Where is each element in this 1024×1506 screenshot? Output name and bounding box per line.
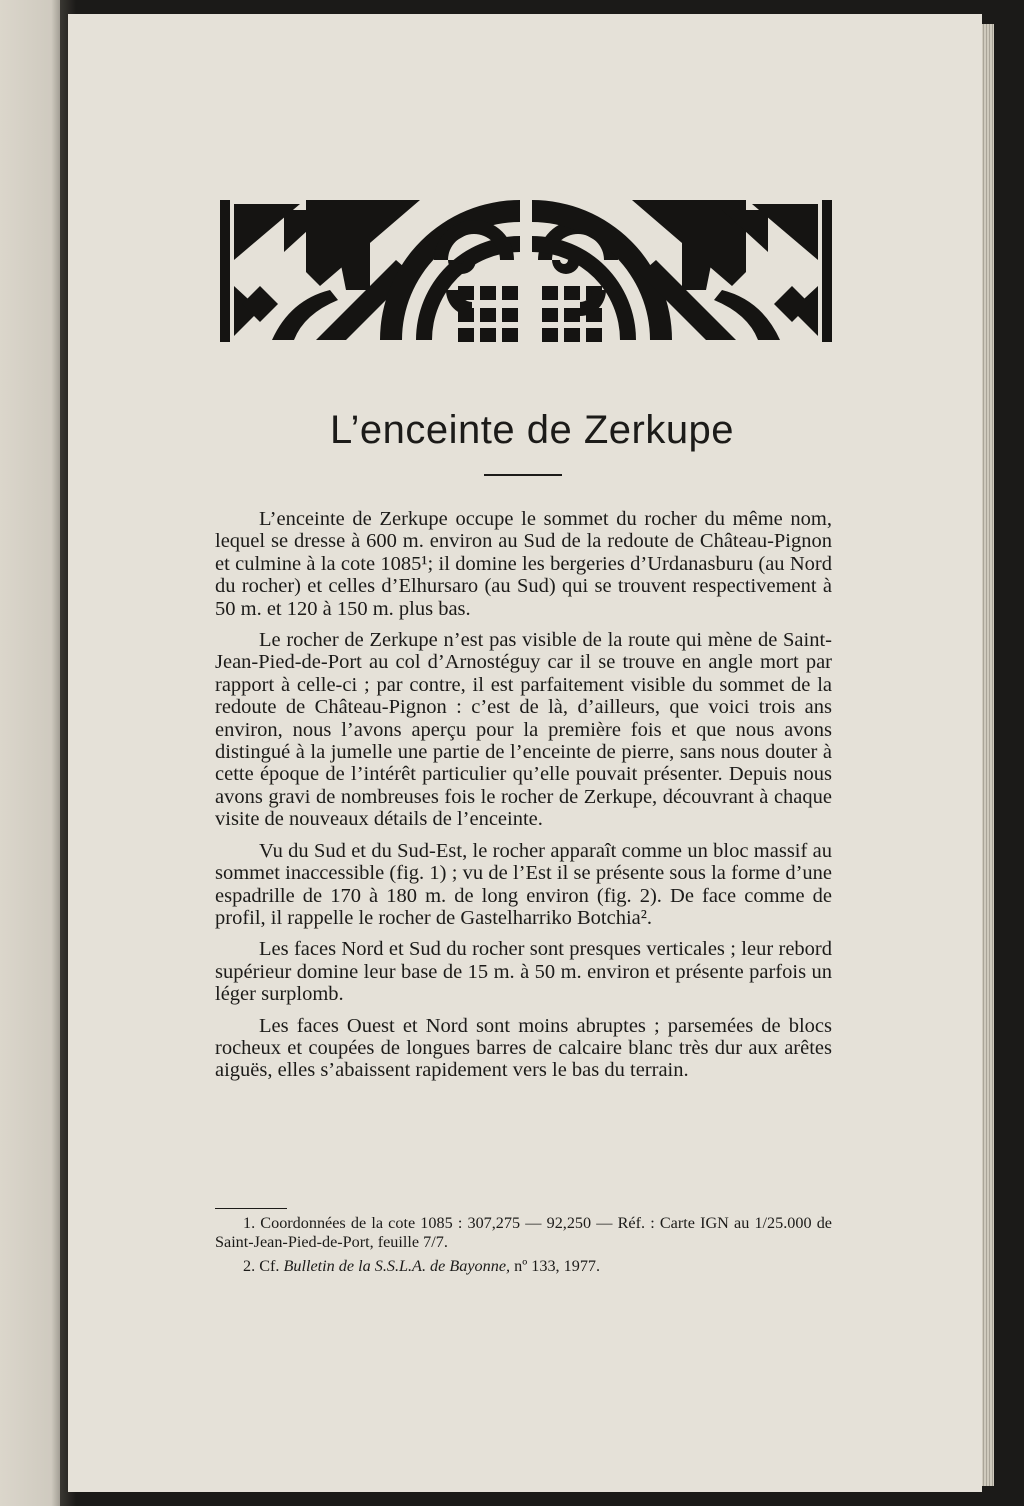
footnote-2-prefix: 2. Cf. <box>243 1257 284 1275</box>
footnote-2 <box>215 1257 832 1276</box>
paragraph: Les faces Ouest et Nord sont moins abruptes ; parsemées de blocs rocheux et coupées de longues barres de calcaire blanc très dur aux arêtes aiguës, elles s’abaissent rapidement vers le bas du terrain. <box>215 1014 832 1082</box>
page-title: L’enceinte de Zerkupe <box>329 408 735 452</box>
footnote-divider <box>215 1208 287 1209</box>
facing-page-edge <box>0 0 64 1506</box>
footnote-1: 1. Coordonnées de la cote 1085 : 307,275 — 92,250 — Réf. : Carte IGN au 1/25.000 de Saint-Jean-Pied-de-Port, feuille 7/7. <box>215 1214 832 1251</box>
footnote-2-suffix: nº 133, 1977. <box>510 1257 601 1275</box>
paragraph: Le rocher de Zerkupe n’est pas visible de la route qui mène de Saint-Jean-Pied-de-Port au col d’Arnostéguy car il se trouve en angle mort par rapport à celle-ci ; par contre, il est parfaitement visible du sommet de la redoute de Château-Pignon : c’est de là, d’ailleurs, que voici trois ans environ, nous l’avons aperçu pour la première fois et que nous avons distingué à la jumelle une partie de l’enceinte de pierre, sans nous douter à cette époque de l’intérêt particulier qu’elle pouvait présenter. Depuis nous avons gravi de nombreuses fois le rocher de Zerkupe, découvrant à chaque visite de nouveaux détails de l’enceinte. <box>215 629 832 831</box>
paragraph: L’enceinte de Zerkupe occupe le sommet du rocher du même nom, lequel se dresse à 600 m. environ au Sud de la redoute de Château-Pignon et culmine à la cote 1085¹; il domine les bergeries d’Urdanasburu (au Nord du rocher) et celles d’Elhursaro (au Sud) qui se trouvent respectivement à 50 m. et 120 à 150 m. plus bas. <box>215 508 832 620</box>
paragraph: Vu du Sud et du Sud-Est, le rocher apparaît comme un bloc massif au sommet inaccessible (fig. 1) ; vu de l’Est il se présente sous la forme d’une espadrille de 170 à 180 m. de long environ (fig. 2). De face comme de profil, il rappelle le rocher de Gastelharriko Botchia². <box>215 839 832 929</box>
article-body <box>215 508 832 1091</box>
paragraph: Les faces Nord et Sud du rocher sont presques verticales ; leur rebord supérieur domine leur base de 15 m. à 50 m. environ et présente parfois un léger surplomb. <box>215 938 832 1006</box>
footnote-2-title: Bulletin de la S.S.L.A. de Bayonne, <box>283 1257 511 1275</box>
basque-geometric-frieze-icon <box>220 190 832 352</box>
footnotes <box>215 1214 832 1281</box>
title-divider <box>484 474 562 476</box>
